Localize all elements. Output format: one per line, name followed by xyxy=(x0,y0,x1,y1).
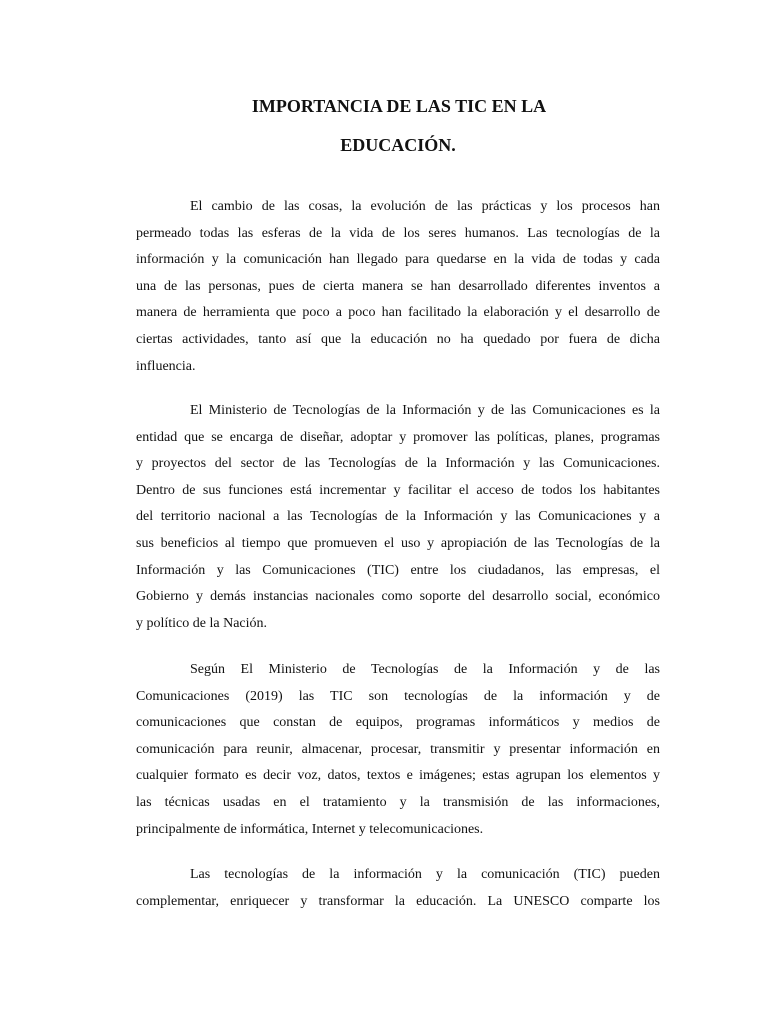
paragraph-line: información y la comunicación han llegado para quedarse en la vida de todas y cada xyxy=(136,252,660,268)
paragraph-line: comunicaciones que constan de equipos, programas informáticos y medios de xyxy=(136,715,660,731)
paragraph-line: comunicación para reunir, almacenar, procesar, transmitir y presentar información en xyxy=(136,741,660,757)
paragraph-ministerio xyxy=(136,398,660,637)
paragraph-intro xyxy=(136,194,660,380)
paragraph-line: entidad que se encarga de diseñar, adoptar y promover las políticas, planes, programas xyxy=(136,429,660,445)
paragraph-line: principalmente de informática, Internet y telecomunicaciones. xyxy=(136,821,484,837)
paragraph-line: Comunicaciones (2019) las TIC son tecnologías de la información y de xyxy=(136,688,660,704)
paragraph-definicion-tic xyxy=(136,657,660,843)
paragraph-line: influencia. xyxy=(136,358,196,374)
paragraph-line: del territorio nacional a las Tecnologías de la Información y las Comunicaciones y a xyxy=(136,509,660,525)
paragraph-line: Gobierno y demás instancias nacionales como soporte del desarrollo social, económico xyxy=(136,589,660,605)
paragraph-line: El cambio de las cosas, la evolución de las prácticas y los procesos han xyxy=(190,199,660,214)
paragraph-line: sus beneficios al tiempo que promueven el uso y apropiación de las Tecnologías de la xyxy=(136,535,660,551)
paragraph-line: Dentro de sus funciones está incrementar y facilitar el acceso de todos los habitantes xyxy=(136,482,660,498)
paragraph-line: y político de la Nación. xyxy=(136,615,268,631)
paragraph-line: y proyectos del sector de las Tecnologías de la Información y las Comunicaciones. xyxy=(136,456,660,472)
paragraph-line: las técnicas usadas en el tratamiento y la transmisión de las informaciones, xyxy=(136,794,660,810)
document-title-line-2: EDUCACIÓN. xyxy=(340,135,456,155)
paragraph-line: permeado todas las esferas de la vida de los seres humanos. Las tecnologías de la xyxy=(136,225,660,241)
paragraph-line: una de las personas, pues de cierta manera se han desarrollado diferentes inventos a xyxy=(136,278,660,294)
paragraph-line: cualquier formato es decir voz, datos, textos e imágenes; estas agrupan los elementos y xyxy=(136,768,660,784)
paragraph-line: complementar, enriquecer y transformar la educación. La UNESCO comparte los xyxy=(136,893,660,909)
paragraph-line: ciertas actividades, tanto así que la educación no ha quedado por fuera de dicha xyxy=(136,331,660,347)
paragraph-line: El Ministerio de Tecnologías de la Información y de las Comunicaciones es la xyxy=(190,403,660,418)
paragraph-line: Las tecnologías de la información y la comunicación (TIC) pueden xyxy=(190,867,660,882)
paragraph-line: manera de herramienta que poco a poco han facilitado la elaboración y el desarrollo de xyxy=(136,305,660,321)
paragraph-line: Información y las Comunicaciones (TIC) entre los ciudadanos, las empresas, el xyxy=(136,562,660,578)
paragraph-unesco xyxy=(136,862,660,915)
document-title-line-1: IMPORTANCIA DE LAS TIC EN LA xyxy=(251,96,547,116)
paragraph-line: Según El Ministerio de Tecnologías de la Información y de las xyxy=(190,662,660,677)
